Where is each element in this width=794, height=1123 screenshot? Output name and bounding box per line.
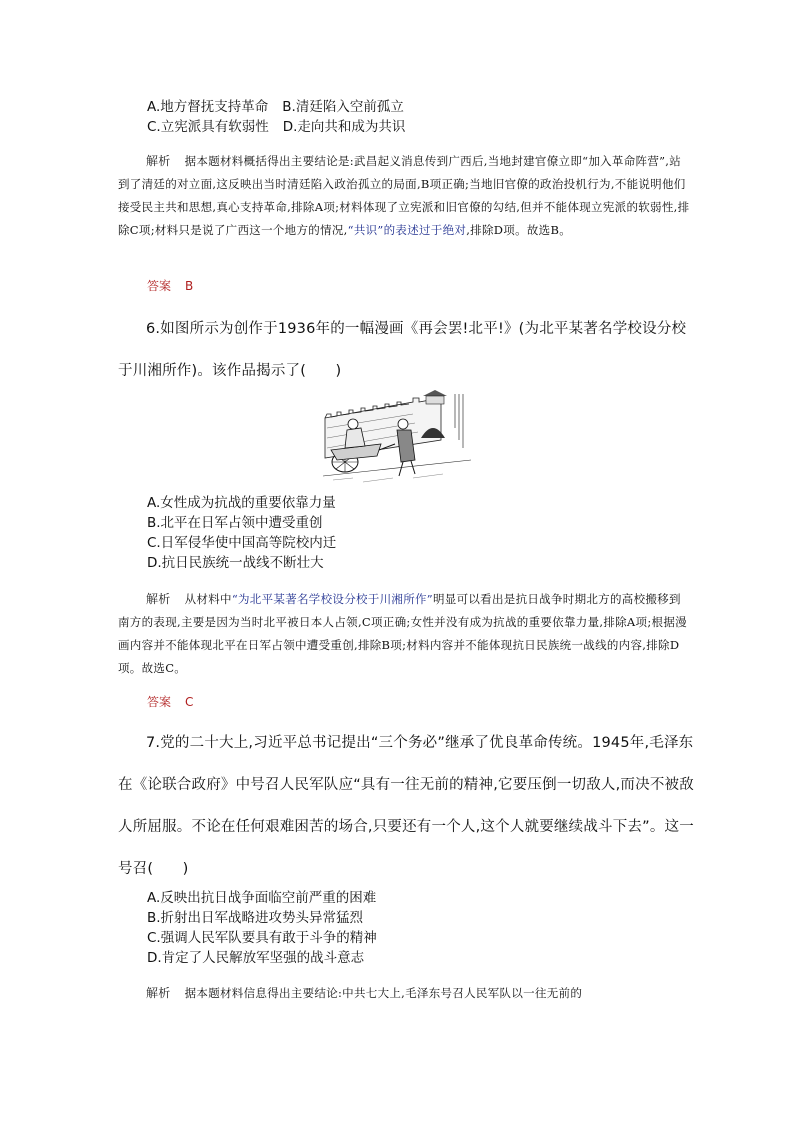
q7-stem-text: 7.党的二十大上,习近平总书记提出“三个务必”继承了优良革命传统。1945年,毛泽东在《论联合政府》中号召人民军队应“具有一往无前的精神,它要压倒一切敌人,而决不被敌人所屈服。不论在任何艰难困苦的场合,只要还有一个人,这个人就要继续战斗下去”。这一号召( ) xyxy=(118,735,694,877)
q6-answer xyxy=(147,693,193,710)
q6-option-c: C.日军侵华使中国高等院校内迁 xyxy=(147,535,337,551)
q5-explanation xyxy=(118,150,690,242)
q6-option-b: B.北平在日军占领中遭受重创 xyxy=(147,515,323,531)
q6-answer-label: 答案 xyxy=(147,695,172,709)
q5-answer-value: B xyxy=(185,279,194,293)
q7-explanation-label: 解析 xyxy=(146,986,171,1000)
q6-explanation-text-1: 从材料中 xyxy=(184,592,232,606)
q5-option-a: A.地方督抚支持革命 xyxy=(147,99,269,115)
cartoon-illustration xyxy=(323,388,471,486)
q7-stem xyxy=(118,722,698,890)
q5-explanation-text-2: ,排除D项。故选B。 xyxy=(466,223,572,237)
q6-explanation xyxy=(118,588,690,680)
q5-options-row-1 xyxy=(147,97,404,117)
q5-option-b: B.清廷陷入空前孤立 xyxy=(282,99,404,115)
q5-answer xyxy=(147,277,193,294)
q6-explanation-highlight: “为北平某著名学校设分校于川湘所作” xyxy=(231,592,433,606)
q6-explanation-label: 解析 xyxy=(146,592,171,606)
q7-explanation-text-1: 据本题材料信息得出主要结论:中共七大上,毛泽东号召人民军队以一往无前的 xyxy=(184,986,583,1000)
q5-options-row-2 xyxy=(147,117,405,137)
q6-stem xyxy=(118,308,698,392)
q5-option-c: C.立宪派具有软弱性 xyxy=(147,119,269,135)
q7-option-a: A.反映出抗日战争面临空前严重的困难 xyxy=(147,890,377,906)
q6-option-d: D.抗日民族统一战线不断壮大 xyxy=(147,555,324,571)
q7-option-b: B.折射出日军战略进攻势头异常猛烈 xyxy=(147,910,364,926)
q6-option-a: A.女性成为抗战的重要依靠力量 xyxy=(147,495,336,511)
q7-option-c: C.强调人民军队要具有敢于斗争的精神 xyxy=(147,930,377,946)
q5-answer-label: 答案 xyxy=(147,279,172,293)
q5-explanation-text-1: 据本题材料概括得出主要结论是:武昌起义消息传到广西后,当地封建官僚立即“加入革命阵营”,站到了清廷的对立面,这反映出当时清廷陷入政治孤立的局面,B项正确;当地旧官僚的政治投机行为,不能说明他们接受民主共和思想,真心支持革命,排除A项;材料体现了立宪派和旧官僚的勾结,但并不能体现立宪派的软弱性,排除C项;材料只是说了广西这一个地方的情况, xyxy=(118,154,690,237)
q6-explanation-text-2: 明显可以看出是抗日战争时期北方的高校搬移到南方的表现,主要是因为当时北平被日本人占领,C项正确;女性并没有成为抗战的重要依靠力量,排除A项;根据漫画内容并不能体现北平在日军占领中遭受重创,排除B项;材料内容并不能体现抗日民族统一战线的内容,排除D项。故选C。 xyxy=(118,592,687,675)
q5-explanation-highlight: “共识”的表述过于绝对 xyxy=(347,223,467,237)
q5-explanation-label: 解析 xyxy=(146,154,171,168)
q5-option-d: D.走向共和成为共识 xyxy=(282,119,406,135)
q7-option-d: D.肯定了人民解放军坚强的战斗意志 xyxy=(147,950,365,966)
q6-answer-value: C xyxy=(185,695,194,709)
q7-explanation xyxy=(118,982,690,1005)
q6-stem-text: 6.如图所示为创作于1936年的一幅漫画《再会罢!北平!》(为北平某著名学校设分校于川湘所作)。该作品揭示了( ) xyxy=(118,321,687,379)
